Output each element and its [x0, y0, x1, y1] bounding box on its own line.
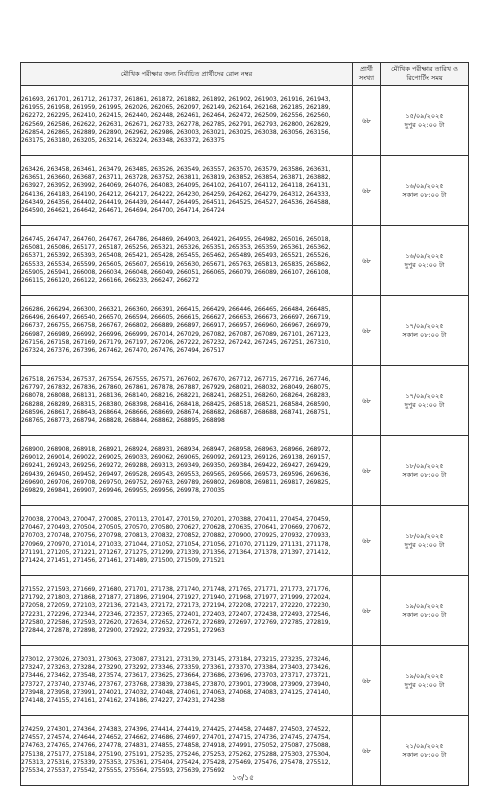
table-row [21, 646, 469, 716]
candidate-roll-table [20, 62, 469, 786]
date-time-cell [381, 366, 469, 436]
exam-date: ১৮/০৯/২০২৫ [405, 531, 444, 540]
candidate-count-cell: ৬৮ [353, 646, 381, 716]
reporting-time: সকাল ০৮:০০ টা [402, 470, 447, 479]
roll-numbers-cell: 273012, 273026, 273031, 273063, 273087, 273121, 273139, 273145, 273184, 273215, 273235, 273246, 273247, 273263, 273284, 273290, 273292, 273346, 273359, 273361, 273370, 273384, 273403, 273426, 273446, 273462, 273548, 273574, 273617, 273625, 273664, 273686, 273696, 273703, 273717, 273721, 273727, 273740, 273746, 273767, 273768, 273839, 273845, 273870, 273901, 273908, 273909, 273940, 273948, 273958, 273991, 274021, 274032, 274048, 274061, 274063, 274068, 274083, 274125, 274140, 274148, 274155, 274161, 274162, 274186, 274227, 274231, 274238 [21, 646, 353, 716]
table-row [21, 506, 469, 576]
roll-numbers-cell: 270038, 270043, 270047, 270085, 270113, 270147, 270159, 270201, 270388, 270411, 270454, 270459, 270467, 270493, 270504, 270505, 270570, 270580, 270627, 270628, 270635, 270641, 270669, 270672, 270703, 270748, 270756, 270798, 270813, 270832, 270852, 270882, 270900, 270925, 270932, 270933, 270969, 270970, 271014, 271033, 271044, 271052, 271054, 271056, 271070, 271129, 271131, 271178, 271191, 271205, 271221, 271267, 271275, 271299, 271339, 271356, 271364, 271378, 271397, 271412, 271424, 271451, 271456, 271461, 271489, 271500, 271509, 271521 [21, 506, 353, 576]
reporting-time: দুপুর ০২:০০ টা [404, 680, 445, 689]
table-row [21, 86, 469, 156]
candidate-count-cell: ৬৮ [353, 436, 381, 506]
table-row [21, 296, 469, 366]
roll-numbers-cell: 261693, 261701, 261712, 261737, 261861, 261872, 261882, 261892, 261902, 261903, 261916, 261943, 261955, 261958, 261959, 261995, 262026, 262065, 262097, 262149, 262164, 262168, 262185, 262189, 262272, 262295, 262410, 262415, 262440, 262448, 262461, 262464, 262472, 262509, 262556, 262560, 262569, 262586, 262622, 262631, 262671, 262733, 262778, 262785, 262791, 262793, 262800, 262829, 262854, 262865, 262889, 262890, 262962, 262986, 263003, 263021, 263025, 263038, 263056, 263156, 263175, 263180, 263205, 263214, 263224, 263348, 263372, 263375 [21, 86, 353, 156]
table-row [21, 226, 469, 296]
table-row [21, 156, 469, 226]
candidate-count-cell: ৬৮ [353, 366, 381, 436]
exam-date: ১৯/০৯/২০২৫ [405, 671, 444, 680]
candidate-count-cell: ৬৮ [353, 226, 381, 296]
reporting-time: দুপুর ০২:০০ টা [404, 400, 445, 409]
reporting-time: সকাল ০৮:০০ টা [402, 750, 447, 759]
date-time-cell [381, 296, 469, 366]
roll-numbers-cell: 274259, 274301, 274364, 274383, 274396, 274414, 274419, 274425, 274458, 274487, 274503, 274522, 274557, 274574, 274644, 274652, 274662, 274686, 274697, 274701, 274715, 274736, 274745, 274754, 274763, 274765, 274766, 274778, 274831, 274855, 274858, 274918, 274991, 275052, 275087, 275088, 275138, 275177, 275184, 275190, 275191, 275235, 275246, 275253, 275262, 275288, 275303, 275304, 275313, 275316, 275339, 275353, 275361, 275404, 275424, 275428, 275469, 275476, 275478, 275512, 275534, 275537, 275542, 275555, 275564, 275593, 275639, 275692 [21, 716, 353, 786]
reporting-time: সকাল ০৮:০০ টা [402, 190, 447, 199]
roll-numbers-cell: 268900, 268908, 268918, 268921, 268924, 268931, 268934, 268947, 268958, 268963, 268966, 268972, 269012, 269014, 269022, 269025, 269033, 269062, 269065, 269092, 269123, 269126, 269138, 269157, 269241, 269243, 269256, 269272, 269288, 269313, 269349, 269350, 269384, 269422, 269427, 269429, 269439, 269450, 269452, 269497, 269528, 269543, 269553, 269565, 269566, 269573, 269596, 269636, 269690, 269706, 269708, 269750, 269752, 269763, 269789, 269802, 269808, 269811, 269817, 269825, 269829, 269841, 269907, 269946, 269955, 269956, 269978, 270035 [21, 436, 353, 506]
roll-numbers-cell: 263426, 263458, 263461, 263479, 263485, 263526, 263549, 263557, 263570, 263579, 263586, 263631, 263651, 263660, 263687, 263711, 263728, 263752, 263811, 263819, 263852, 263854, 263871, 263882, 263927, 263952, 263992, 264069, 264076, 264083, 264095, 264102, 264107, 264112, 264118, 264131, 264136, 264183, 264190, 264212, 264217, 264222, 264230, 264259, 264262, 264279, 264312, 264333, 264349, 264356, 264402, 264419, 264439, 264447, 264495, 264511, 264525, 264527, 264536, 264588, 264590, 264621, 264642, 264671, 264694, 264700, 264714, 264724 [21, 156, 353, 226]
date-time-cell [381, 436, 469, 506]
candidate-count-cell: ৬৮ [353, 86, 381, 156]
exam-date: ১৬/০৯/২০২৫ [405, 251, 444, 260]
reporting-time: দুপুর ০২:০০ টা [404, 540, 445, 549]
exam-date: ২১/০৯/২০২৫ [405, 741, 444, 750]
roll-numbers-cell: 271552, 271593, 271669, 271680, 271701, 271738, 271740, 271748, 271765, 271771, 271773, 271776, 271792, 271803, 271868, 271877, 271896, 271904, 271927, 271940, 271968, 271977, 271999, 272024, 272058, 272059, 272103, 272136, 272143, 272172, 272173, 272194, 272208, 272217, 272220, 272230, 272231, 272296, 272344, 272346, 272357, 272365, 272401, 272403, 272407, 272438, 272493, 272546, 272580, 272586, 272593, 272620, 272634, 272652, 272672, 272689, 272697, 272769, 272785, 272819, 272844, 272878, 272898, 272900, 272922, 272932, 272951, 272963 [21, 576, 353, 646]
table-row [21, 576, 469, 646]
date-time-cell [381, 576, 469, 646]
date-time-cell [381, 156, 469, 226]
candidate-count-cell: ৬৮ [353, 576, 381, 646]
candidate-count-cell: ৬৮ [353, 716, 381, 786]
roll-numbers-cell: 264745, 264747, 264760, 264767, 264786, 264869, 264903, 264921, 264955, 264982, 265016, 265018, 265081, 265086, 265177, 265187, 265256, 265321, 265326, 265351, 265353, 265359, 265361, 265362, 265371, 265392, 265393, 265408, 265421, 265428, 265455, 265462, 265489, 265493, 265521, 265526, 265533, 265534, 265599, 265605, 265607, 265619, 265630, 265671, 265763, 265813, 265835, 265862, 265905, 265941, 266008, 266034, 266048, 266049, 266051, 266065, 266079, 266089, 266107, 266108, 266115, 266120, 266122, 266166, 266233, 266247, 266272 [21, 226, 353, 296]
roll-column-header: মৌখিক পরীক্ষার জন্য নির্বাচিত প্রার্থীদের রোল নম্বর [21, 63, 353, 86]
date-time-cell [381, 506, 469, 576]
date-time-cell [381, 646, 469, 716]
reporting-time: দুপুর ০২:০০ টা [404, 120, 445, 129]
exam-date: ১৯/০৯/২০২৫ [405, 601, 444, 610]
date-time-cell [381, 86, 469, 156]
candidate-count-cell: ৬৮ [353, 156, 381, 226]
exam-date: ১৭/০৯/২০২৫ [405, 391, 444, 400]
date-time-cell [381, 226, 469, 296]
exam-date: ১৬/০৯/২০২৫ [405, 181, 444, 190]
table-row [21, 436, 469, 506]
candidate-count-cell: ৬৮ [353, 506, 381, 576]
date-column-header: মৌখিক পরীক্ষার তারিখ ও রিপোর্টিং সময় [381, 63, 469, 86]
roll-numbers-cell: 267518, 267534, 267537, 267554, 267555, 267571, 267602, 267670, 267712, 267715, 267716, 267746, 267797, 267832, 267836, 267860, 267861, 267878, 267887, 267929, 268021, 268032, 268049, 268075, 268078, 268088, 268131, 268136, 268140, 268216, 268221, 268241, 268251, 268260, 268264, 268283, 268288, 268289, 268315, 268380, 268398, 268416, 268418, 268425, 268518, 268521, 268584, 268590, 268596, 268617, 268643, 268664, 268666, 268669, 268674, 268682, 268687, 268688, 268741, 268751, 268765, 268773, 268794, 268828, 268844, 268862, 268895, 268898 [21, 366, 353, 436]
reporting-time: সকাল ০৮:০০ টা [402, 610, 447, 619]
count-column-header: প্রার্থী সংখ্যা [353, 63, 381, 86]
page-number: ১৩/১৫ [231, 773, 254, 782]
table-row [21, 366, 469, 436]
exam-date: ১৫/০৯/২০২৫ [405, 111, 444, 120]
roll-numbers-cell: 266286, 266294, 266300, 266321, 266360, 266391, 266415, 266429, 266446, 266465, 266484, 266485, 266496, 266497, 266540, 266570, 266594, 266605, 266615, 266627, 266653, 266673, 266697, 266719, 266737, 266755, 266758, 266767, 266802, 266889, 266897, 266917, 266957, 266960, 266967, 266979, 266987, 266989, 266992, 266996, 266999, 267014, 267029, 267082, 267087, 267089, 267101, 267123, 267156, 267158, 267169, 267179, 267197, 267206, 267222, 267232, 267242, 267245, 267251, 267310, 267324, 267376, 267396, 267462, 267470, 267476, 267494, 267517 [21, 296, 353, 366]
reporting-time: দুপুর ০২:০০ টা [404, 260, 445, 269]
table-header-row [21, 63, 469, 86]
reporting-time: সকাল ০৮:০০ টা [402, 330, 447, 339]
exam-date: ১৭/০৯/২০২৫ [405, 321, 444, 330]
candidate-count-cell: ৬৮ [353, 296, 381, 366]
exam-date: ১৮/০৯/২০২৫ [405, 461, 444, 470]
